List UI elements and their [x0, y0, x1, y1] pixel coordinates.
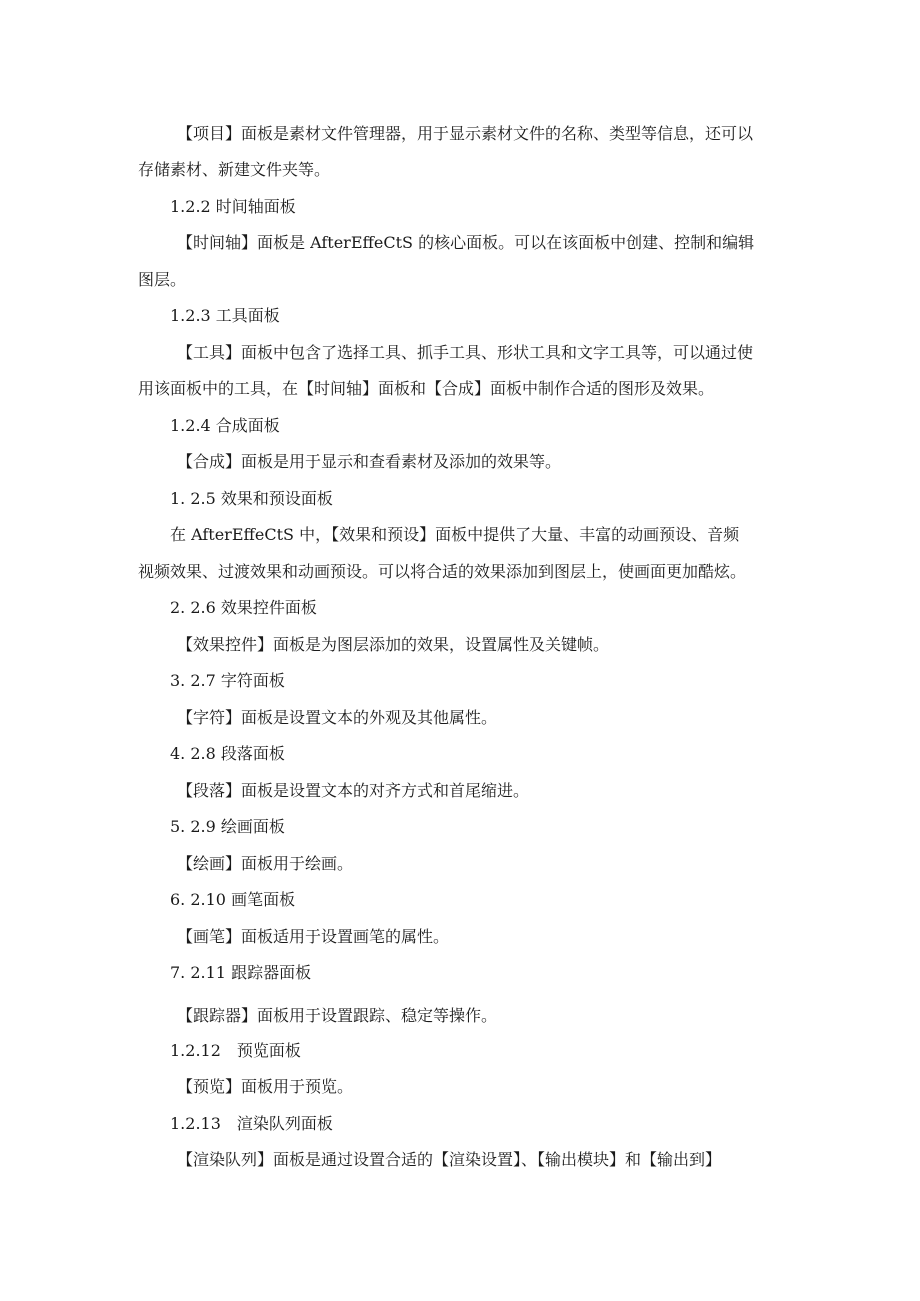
paragraph-character: 【字符】面板是设置文本的外观及其他属性。 — [177, 708, 498, 727]
paragraph-tools-line-1: 【工具】面板中包含了选择工具、抓手工具、形状工具和文字工具等，可以通过使 — [177, 343, 754, 362]
heading-2-7: 3. 2.7 字符面板 — [170, 671, 285, 690]
paragraph-effects-presets-line-2: 视频效果、过渡效果和动画预设。可以将合适的效果添加到图层上，使画面更加酷炫。 — [138, 562, 747, 581]
paragraph-paragraph: 【段落】面板是设置文本的对齐方式和首尾缩进。 — [177, 781, 530, 800]
paragraph-project-line-2: 存储素材、新建文件夹等。 — [138, 160, 331, 179]
paragraph-composition: 【合成】面板是用于显示和查看素材及添加的效果等。 — [177, 452, 562, 471]
heading-2-9: 5. 2.9 绘画面板 — [170, 817, 285, 836]
heading-1-2-3: 1.2.3 工具面板 — [170, 306, 280, 325]
heading-2-10: 6. 2.10 画笔面板 — [170, 890, 296, 909]
paragraph-brushes: 【画笔】面板适用于设置画笔的属性。 — [177, 927, 450, 946]
paragraph-preview: 【预览】面板用于预览。 — [177, 1077, 354, 1096]
paragraph-paint: 【绘画】面板用于绘画。 — [177, 854, 354, 873]
paragraph-tools-line-2: 用该面板中的工具，在【时间轴】面板和【合成】面板中制作合适的图形及效果。 — [138, 379, 715, 398]
paragraph-timeline-line-2: 图层。 — [138, 270, 187, 289]
heading-1-2-4: 1.2.4 合成面板 — [170, 416, 280, 435]
heading-2-5: 1. 2.5 效果和预设面板 — [170, 489, 333, 508]
paragraph-project-line-1: 【项目】面板是素材文件管理器，用于显示素材文件的名称、类型等信息，还可以 — [177, 124, 754, 143]
paragraph-effect-controls: 【效果控件】面板是为图层添加的效果，设置属性及关键帧。 — [177, 635, 610, 654]
heading-1-2-13: 1.2.13 渲染队列面板 — [170, 1114, 333, 1133]
paragraph-render-queue: 【渲染队列】面板是通过设置合适的【渲染设置】、【输出模块】和【输出到】 — [177, 1150, 722, 1169]
heading-1-2-12: 1.2.12 预览面板 — [170, 1041, 301, 1060]
heading-2-11: 7. 2.11 跟踪器面板 — [170, 963, 312, 982]
heading-2-6: 2. 2.6 效果控件面板 — [170, 598, 317, 617]
heading-1-2-2: 1.2.2 时间轴面板 — [170, 197, 296, 216]
paragraph-timeline-line-1: 【时间轴】面板是 AfterEffeCtS 的核心面板。可以在该面板中创建、控制和编辑 — [177, 233, 755, 252]
heading-2-8: 4. 2.8 段落面板 — [170, 744, 285, 763]
paragraph-effects-presets-line-1: 在 AfterEffeCtS 中，【效果和预设】面板中提供了大量、丰富的动画预设、音频 — [170, 525, 740, 544]
paragraph-tracker: 【跟踪器】面板用于设置跟踪、稳定等操作。 — [177, 1006, 498, 1025]
